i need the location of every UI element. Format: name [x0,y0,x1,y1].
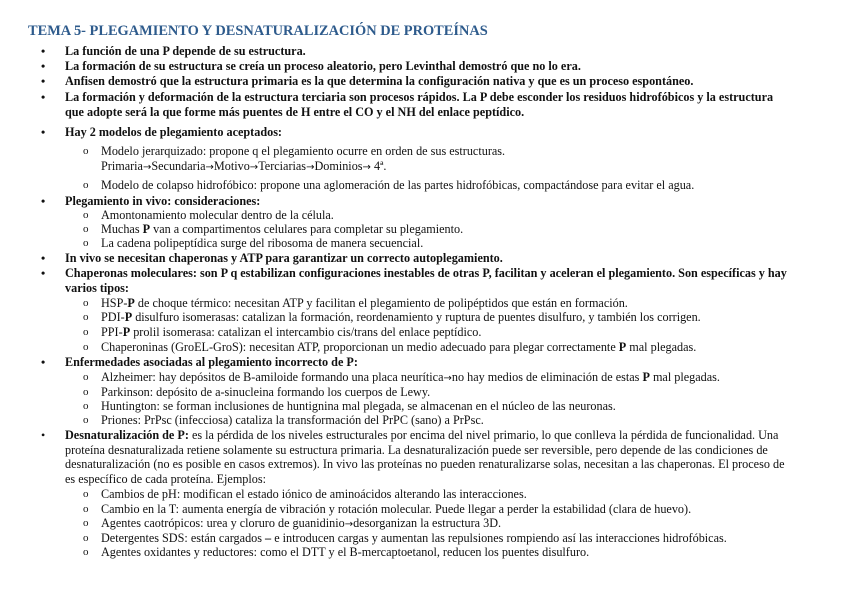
bullet-icon: • [41,428,46,442]
list-item [41,355,817,370]
sub-list-item [83,178,813,193]
circle-bullet-icon: o [83,209,89,221]
list-item [41,266,817,295]
list-item-text: La formación y deformación de la estructura terciaria son procesos rápidos. La P debe esconder los residuos hidrofóbicos y la estructura [65,90,774,104]
sub-list-item: o Muchas P van a compartimentos celulares para completar su plegamiento. [83,222,464,236]
sub-list-item [83,413,813,428]
sub-list-item: o Detergentes SDS: están cargados – e introducen cargas y aumentan las repulsiones rompiendo así las interacciones hidrofóbicas. [83,531,727,545]
list-item-text: Cambios de pH: modifican el estado iónico de aminoácidos alterando las interacciones. [101,487,527,501]
list-item [41,194,817,209]
circle-bullet-icon: o [83,179,89,191]
sub-list-item [83,502,813,517]
list-item-text: Cambio en la T: aumenta energía de vibración y rotación molecular. Puede llegar a perder la estabilidad (clara de huevo). [101,502,692,516]
page-title: TEMA 5- PLEGAMIENTO Y DESNATURALIZACIÓN DE PROTEÍNAS [28,23,488,39]
list-item [41,74,817,89]
list-item-text: In vivo se necesitan chaperonas y ATP para garantizar un correcto autoplegamiento. [65,251,503,265]
circle-bullet-icon: o [83,400,89,412]
circle-bullet-icon: o [83,517,89,529]
list-item-text: proteína desnaturalizada retiene solamente su estructura primaria. La desnaturalización puede ser reversible, pero depende de las condiciones de [65,442,768,457]
bullet-icon: • [41,266,46,280]
sub-list-item [83,208,813,223]
list-item-text: Amontonamiento molecular dentro de la célula. [101,208,334,222]
list-item [41,251,817,266]
list-item-text: La cadena polipeptídica surge del ribosoma de manera secuencial. [101,236,424,250]
sub-list-item: o Chaperoninas (GroEL-GroS): necesitan ATP, proporcionan un medio adecuado para plegar correctamente P mal plegadas. [83,340,697,354]
list-item-text: La función de una P depende de su estructura. [65,44,306,58]
sub-list-item: o Alzheimer: hay depósitos de B-amiloide formando una placa neurítica→no hay medios de eliminación de estas P mal plegadas. [83,370,720,384]
circle-bullet-icon: o [83,223,89,235]
bullet-icon: • [41,59,46,73]
sub-list-item [83,487,813,502]
hierarchy-sequence: Primaria→Secundaria→Motivo→Terciarias→Dominios→ 4ª. [101,158,387,173]
list-item-text: Agentes oxidantes y reductores: como el DTT y el B-mercaptoetanol, reducen los puentes disulfuro. [101,545,590,559]
arrow-icon: → [344,519,354,530]
sub-list-item: o PPI-P prolil isomerasa: catalizan el intercambio cis/trans del enlace peptídico. [83,325,482,339]
circle-bullet-icon: o [83,326,89,338]
arrow-icon: → [362,161,371,173]
list-item-text: Priones: PrPsc (infecciosa) cataliza la transformación del PrPC (sano) a PrPsc. [101,413,484,427]
circle-bullet-icon: o [83,297,89,309]
sub-list-item: o HSP-P de choque térmico: necesitan ATP y facilitan el plegamiento de polipéptidos que están en formación. [83,296,628,310]
sub-list-item [83,545,813,560]
circle-bullet-icon: o [83,371,89,383]
arrow-icon: → [306,161,315,173]
bullet-icon: • [41,125,46,139]
list-item-text: Plegamiento in vivo: consideraciones: [65,194,261,208]
list-item-text: varios tipos: [65,280,129,295]
list-item-text: Hay 2 modelos de plegamiento aceptados: [65,125,282,139]
circle-bullet-icon: o [83,145,89,157]
list-item [41,90,817,119]
list-item-text: Huntington: se forman inclusiones de huntignina mal plegada, se almacenan en el núcleo de las neuronas. [101,399,616,413]
bullet-icon: • [41,251,46,265]
circle-bullet-icon: o [83,546,89,558]
list-item-text: Parkinson: depósito de a-sinucleina formando los cuerpos de Lewy. [101,385,431,399]
list-item-text: La formación de su estructura se creía un proceso aleatorio, pero Levinthal demostró que no lo era. [65,59,581,73]
list-item [41,44,817,59]
circle-bullet-icon: o [83,237,89,249]
list-item-text: Modelo jerarquizado: propone q el plegamiento ocurre en orden de sus estructuras. [101,144,506,158]
list-item [41,125,817,140]
list-item-text: Modelo de colapso hidrofóbico: propone una aglomeración de las partes hidrofóbicas, compactándose para evitar el agua. [101,178,695,192]
arrow-icon: → [205,161,214,173]
circle-bullet-icon: o [83,341,89,353]
list-item-text: Anfisen demostró que la estructura primaria es la que determina la configuración nativa y que es un proceso espontáneo. [65,74,694,88]
sub-list-item [83,385,813,400]
circle-bullet-icon: o [83,503,89,515]
circle-bullet-icon: o [83,488,89,500]
list-item-text: Chaperonas moleculares: son P q estabilizan configuraciones inestables de otras P, facilitan y aceleran el plegamiento. Son específicas y hay [65,266,787,280]
circle-bullet-icon: o [83,532,89,544]
bullet-icon: • [41,90,46,104]
bullet-icon: • [41,355,46,369]
sub-list-item [83,399,813,414]
sub-list-item [83,144,813,175]
sub-list-item [83,236,813,251]
bullet-icon: • [41,44,46,58]
list-item-text: que adopte será la que forme más puentes de H entre el CO y el NH del enlace peptídico. [65,104,525,119]
arrow-icon: → [443,373,452,384]
circle-bullet-icon: o [83,414,89,426]
bullet-icon: • [41,74,46,88]
list-item-text: desnaturalización (no es posible en casos extremos). In vivo las proteínas no pueden renaturalizarse solas, necesitan a las chaperonas. El proceso de [65,457,785,471]
list-item-text: es específico de cada proteína. Ejemplos: [65,471,267,486]
sub-list-item: o PDI-P disulfuro isomerasas: catalizan la formación, reordenamiento y ruptura de puentes disulfuro, y también los corrigen. [83,310,701,324]
circle-bullet-icon: o [83,386,89,398]
circle-bullet-icon: o [83,311,89,323]
list-item [41,59,817,74]
list-item: • Desnaturalización de P: es la pérdida de los niveles estructurales por encima del nivel primario, lo que conlleva la pérdida de funcionalidad. Una proteína desnaturalizada retiene solamente su estructura primaria. La desnaturalización puede ser reversible, pero depende de las condiciones de desnaturalización (no es posible en casos extremos). In vivo las proteínas no pueden renaturalizarse solas, necesitan a las chaperonas. El proceso de es específico de cada proteína. Ejemplos: [65,428,817,486]
sub-list-item: o Agentes caotrópicos: urea y cloruro de guanidinio→desorganizan la estructura 3D. [83,516,502,530]
list-item-text: Enfermedades asociadas al plegamiento incorrecto de P: [65,355,358,369]
arrow-icon: → [249,161,259,173]
bullet-icon: • [41,194,46,208]
arrow-icon: → [142,161,152,173]
